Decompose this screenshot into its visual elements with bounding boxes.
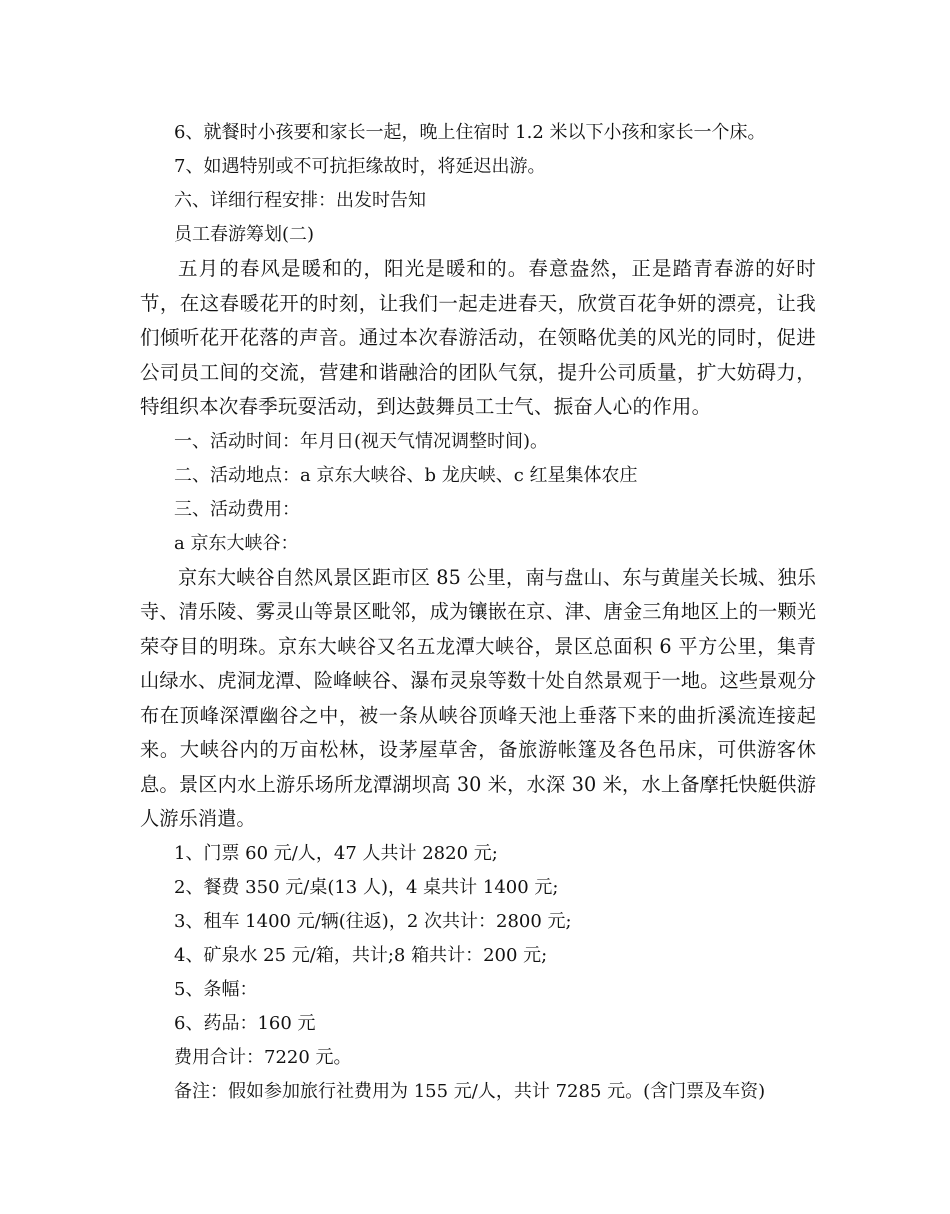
cost-note: 备注：假如参加旅行社费用为 155 元/人，共计 7285 元。(含门票及车资)	[174, 1080, 766, 1102]
itinerary-line: 六、详细行程安排：出发时告知	[174, 190, 426, 211]
cost-item: 6、药品：160 元	[174, 1012, 316, 1034]
activity-location-line: 二、活动地点：a 京东大峡谷、b 龙庆峡、c 红星集体农庄	[174, 464, 638, 486]
intro-paragraph: 五月的春风是暖和的，阳光是暖和的。春意盎然，正是踏青春游的好时节，在这春暖花开的时刻，让我们一起走进春天，欣赏百花争妍的漂亮，让我们倾听花开花落的声音。通过本次春游活动，在领略优美的风光的同时，促进公司员工间的交流，营建和谐融洽的团队气氛，提升公司质量，扩大妨碍力，特组织本次春季玩耍活动，到达鼓舞员工士气、振奋人心的作用。	[140, 257, 816, 418]
activity-time-line: 一、活动时间：年月日(视天气情况调整时间)。	[174, 430, 549, 452]
rule-7-line: 7、如遇特别或不可抗拒缘故时，将延迟出游。	[174, 156, 546, 177]
canyon-paragraph: 京东大峡谷自然风景区距市区 85 公里，南与盘山、东与黄崖关长城、独乐寺、清乐陵、雾灵山等景区毗邻，成为镶嵌在京、津、唐金三角地区上的一颗光荣夺目的明珠。京东大峡谷又名五龙潭大峡谷，景区总面积 6 平方公里，集青山绿水、虎洞龙潭、险峰峡谷、瀑布灵泉等数十处自然景观于一地。这些景观分布在顶峰深潭幽谷之中，被一条从峡谷顶峰天池上垂落下来的曲折溪流连接起来。大峡谷内的万亩松林，设茅屋草舍，备旅游帐篷及各色吊床，可供游客休息。景区内水上游乐场所龙潭湖坝高 30 米，水深 30 米，水上备摩托快艇供游人游乐消遣。	[140, 565, 816, 830]
canyon-heading: a 京东大峡谷：	[174, 532, 299, 554]
cost-item: 1、门票 60 元/人，47 人共计 2820 元;	[174, 842, 498, 864]
section-title: 员工春游筹划(二)	[174, 224, 315, 245]
rule-6-line: 6、就餐时小孩要和家长一起，晚上住宿时 1.2 米以下小孩和家长一个床。	[174, 122, 766, 143]
cost-item: 5、条幅：	[174, 978, 258, 1000]
activity-cost-heading: 三、活动费用：	[174, 498, 300, 520]
cost-total: 费用合计：7220 元。	[174, 1046, 352, 1068]
cost-item: 3、租车 1400 元/辆(往返)，2 次共计：2800 元;	[174, 910, 572, 932]
document-body	[140, 116, 816, 1109]
cost-item: 4、矿泉水 25 元/箱，共计;8 箱共计：200 元;	[174, 944, 548, 966]
cost-item: 2、餐费 350 元/桌(13 人)，4 桌共计 1400 元;	[174, 876, 559, 898]
